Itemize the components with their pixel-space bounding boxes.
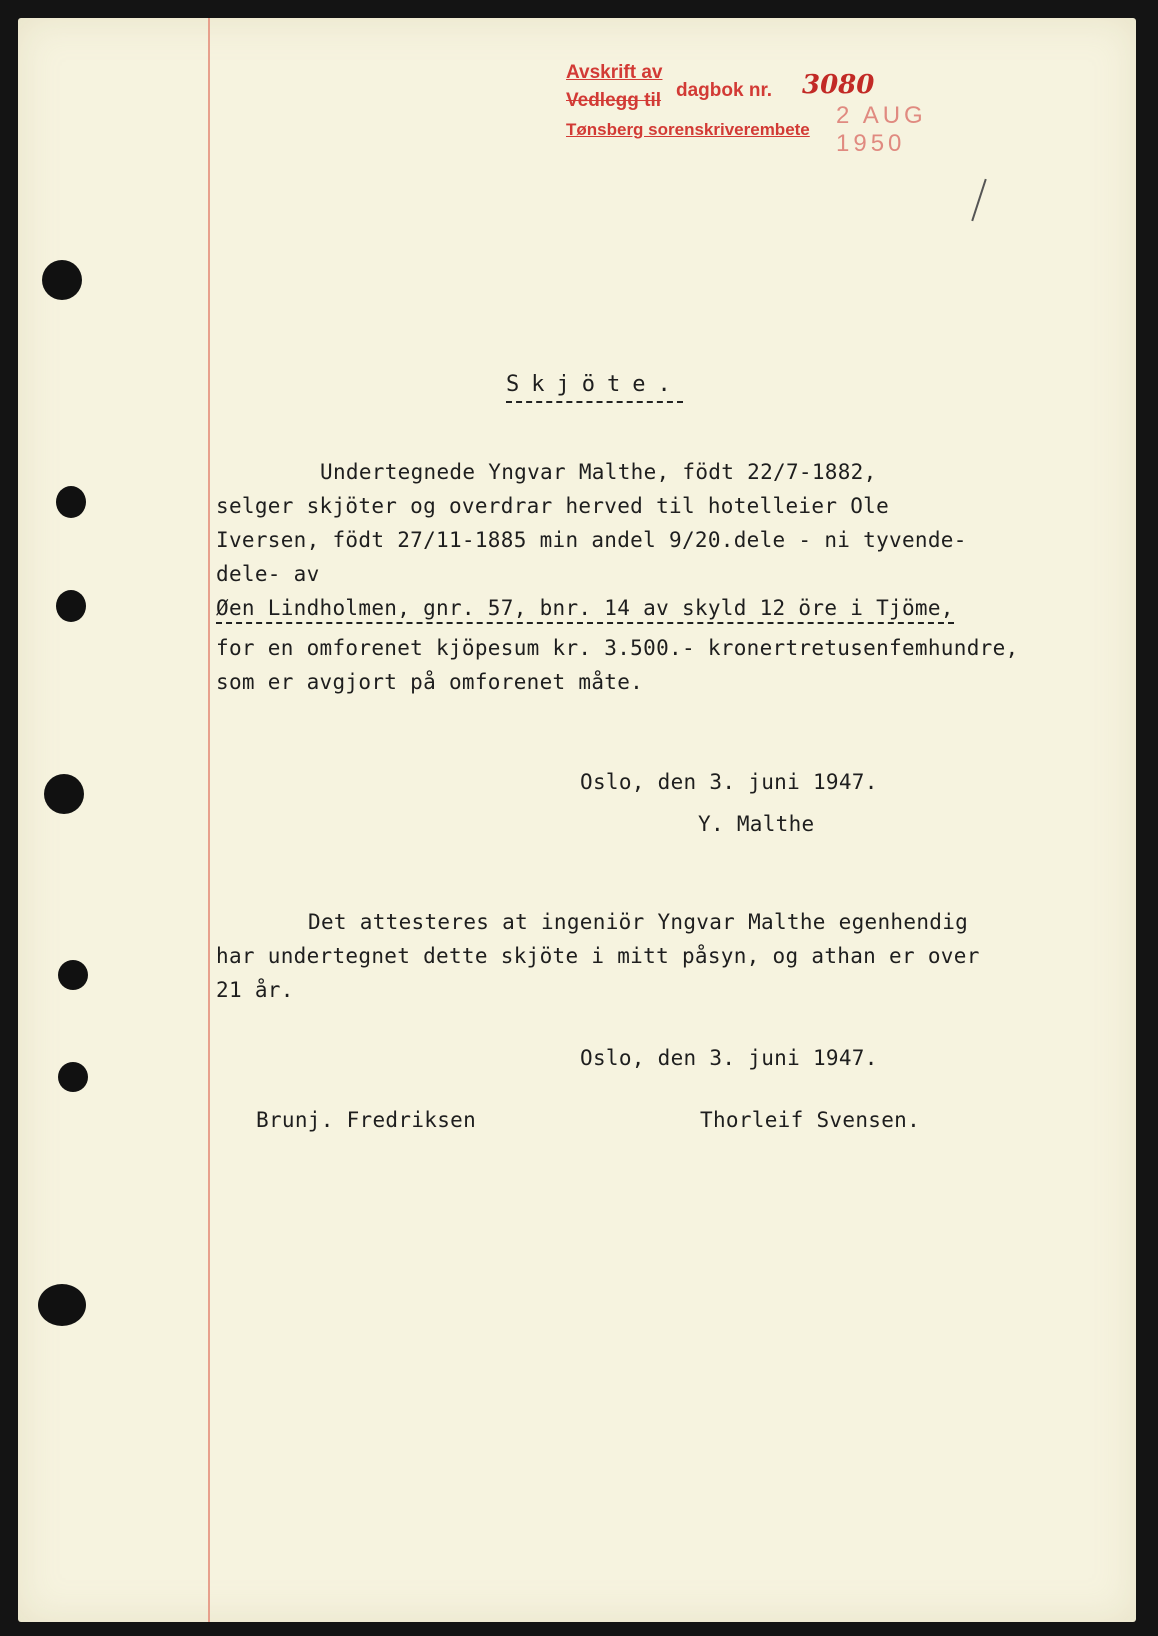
stamp-line-1: Avskrift av bbox=[566, 62, 663, 83]
stamp-date: 2 AUG 1950 bbox=[836, 102, 927, 157]
document-page bbox=[18, 18, 1136, 1622]
body-line: selger skjöter og overdrar herved til hotelleier Ole bbox=[216, 494, 890, 518]
place-date: Oslo, den 3. juni 1947. bbox=[580, 770, 878, 794]
pen-mark bbox=[971, 179, 986, 221]
binder-hole bbox=[58, 1062, 88, 1092]
binder-hole bbox=[56, 486, 86, 518]
registry-stamp bbox=[566, 48, 1006, 157]
binder-hole bbox=[38, 1284, 86, 1326]
signer-name: Y. Malthe bbox=[698, 812, 815, 836]
attest-line: 21 år. bbox=[216, 978, 294, 1002]
document-title: Skjöte. bbox=[506, 372, 683, 403]
attest-line: Det attesteres at ingeniör Yngvar Malthe egenhendig bbox=[308, 910, 969, 934]
stamp-label: dagbok nr. bbox=[676, 80, 773, 101]
body-line: dele- av bbox=[216, 562, 320, 586]
attest-line: har undertegnet dette skjöte i mitt påsyn, og athan er over bbox=[216, 944, 980, 968]
stamp-line-2: Vedlegg til bbox=[566, 90, 662, 111]
stamp-office: Tønsberg sorenskriverembete bbox=[566, 120, 810, 139]
binder-hole bbox=[56, 590, 86, 622]
margin-line bbox=[208, 18, 210, 1622]
witness-name: Brunj. Fredriksen bbox=[256, 1108, 477, 1132]
binder-hole bbox=[58, 960, 88, 990]
body-line: som er avgjort på omforenet måte. bbox=[216, 670, 644, 694]
body-line: Iversen, födt 27/11-1885 min andel 9/20.dele - ni tyvende- bbox=[216, 528, 967, 552]
binder-hole bbox=[42, 260, 82, 300]
body-line: for en omforenet kjöpesum kr. 3.500.- kronertretusenfemhundre, bbox=[216, 636, 1019, 660]
property-line: Øen Lindholmen, gnr. 57, bnr. 14 av skyld 12 öre i Tjöme, bbox=[216, 596, 954, 624]
stamp-number: 3080 bbox=[802, 70, 875, 100]
body-line: Undertegnede Yngvar Malthe, födt 22/7-1882, bbox=[320, 460, 877, 484]
binder-hole bbox=[44, 774, 84, 814]
place-date: Oslo, den 3. juni 1947. bbox=[580, 1046, 878, 1070]
witness-name: Thorleif Svensen. bbox=[700, 1108, 921, 1132]
